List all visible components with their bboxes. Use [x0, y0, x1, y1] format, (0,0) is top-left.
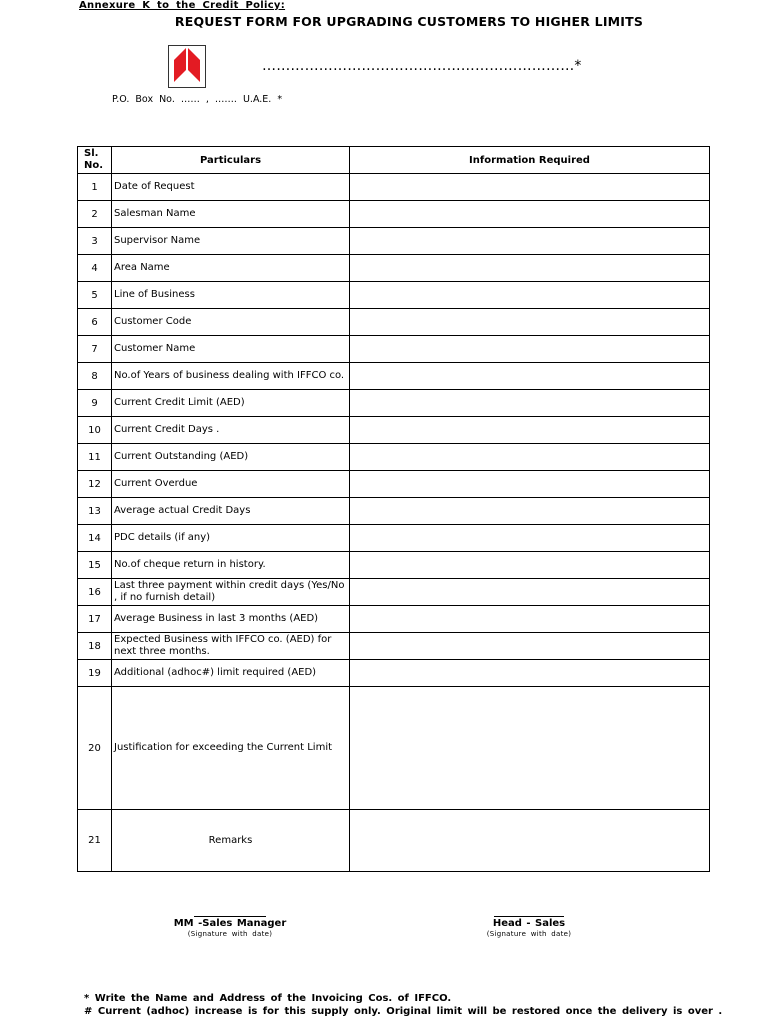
table-row	[78, 687, 710, 810]
row-value-field[interactable]	[350, 579, 710, 606]
row-label: Customer Name	[112, 336, 350, 363]
row-value-field[interactable]	[350, 660, 710, 687]
row-label: Line of Business	[112, 282, 350, 309]
table-row	[78, 336, 710, 363]
row-number: 9	[78, 390, 112, 417]
table-row	[78, 552, 710, 579]
row-label: Date of Request	[112, 174, 350, 201]
signature-title: Head - Sales	[492, 918, 566, 929]
row-number: 14	[78, 525, 112, 552]
row-label: Supervisor Name	[112, 228, 350, 255]
row-label: PDC details (if any)	[112, 525, 350, 552]
table-row	[78, 633, 710, 660]
table-row	[78, 810, 710, 872]
signature-block-sales-manager	[160, 916, 300, 938]
table-row	[78, 471, 710, 498]
row-number: 4	[78, 255, 112, 282]
row-number: 5	[78, 282, 112, 309]
row-label: Salesman Name	[112, 201, 350, 228]
table-row	[78, 390, 710, 417]
row-label: Area Name	[112, 255, 350, 282]
row-number: 2	[78, 201, 112, 228]
row-label: Current Credit Days .	[112, 417, 350, 444]
table-row	[78, 309, 710, 336]
row-number: 10	[78, 417, 112, 444]
row-label: Current Overdue	[112, 471, 350, 498]
row-number: 21	[78, 810, 112, 872]
row-value-field[interactable]	[350, 174, 710, 201]
row-label: Additional (adhoc#) limit required (AED)	[112, 660, 350, 687]
row-number: 8	[78, 363, 112, 390]
row-value-field[interactable]	[350, 336, 710, 363]
request-form-table	[77, 146, 710, 872]
table-row	[78, 660, 710, 687]
row-value-field[interactable]	[350, 309, 710, 336]
table-row	[78, 201, 710, 228]
signature-block-head-sales	[458, 916, 600, 938]
row-value-field[interactable]	[350, 444, 710, 471]
row-value-field[interactable]	[350, 471, 710, 498]
header-sl-no: Sl. No.	[78, 147, 112, 174]
row-label: Customer Code	[112, 309, 350, 336]
signature-note: (Signature with date)	[187, 930, 273, 938]
row-number: 19	[78, 660, 112, 687]
row-number: 16	[78, 579, 112, 606]
row-label: Remarks	[112, 810, 350, 872]
table-row	[78, 417, 710, 444]
row-number: 13	[78, 498, 112, 525]
signature-title: MM -Sales Manager	[173, 918, 287, 929]
row-value-field[interactable]	[350, 255, 710, 282]
row-label: No.of cheque return in history.	[112, 552, 350, 579]
row-label: Expected Business with IFFCO co. (AED) for next three months.	[112, 633, 350, 660]
footnotes	[84, 992, 722, 1018]
row-value-field[interactable]	[350, 552, 710, 579]
row-number: 7	[78, 336, 112, 363]
table-row	[78, 255, 710, 282]
table-row	[78, 363, 710, 390]
row-value-field[interactable]	[350, 810, 710, 872]
row-number: 12	[78, 471, 112, 498]
footnote-hash: # Current (adhoc) increase is for this supply only. Original limit will be restored once the delivery is over .	[84, 1006, 723, 1017]
company-name-blank: …………………………………………………………*	[262, 58, 582, 74]
signature-line	[194, 916, 266, 917]
row-number: 18	[78, 633, 112, 660]
table-header-row	[78, 147, 710, 174]
row-value-field[interactable]	[350, 633, 710, 660]
row-label: No.of Years of business dealing with IFFCO co.	[112, 363, 350, 390]
table-row	[78, 498, 710, 525]
row-value-field[interactable]	[350, 525, 710, 552]
row-label: Average actual Credit Days	[112, 498, 350, 525]
company-logo	[168, 45, 206, 88]
row-number: 15	[78, 552, 112, 579]
signature-note: (Signature with date)	[486, 930, 572, 938]
row-value-field[interactable]	[350, 201, 710, 228]
po-box-line: P.O. Box No. …… , ……. U.A.E. *	[112, 94, 283, 105]
row-label: Last three payment within credit days (Yes/No , if no furnish detail)	[112, 579, 350, 606]
form-title: REQUEST FORM FOR UPGRADING CUSTOMERS TO HIGHER LIMITS	[174, 14, 644, 29]
row-label: Justification for exceeding the Current Limit	[112, 687, 350, 810]
footnote-star: * Write the Name and Address of the Invoicing Cos. of IFFCO.	[84, 993, 452, 1004]
table-row	[78, 525, 710, 552]
row-value-field[interactable]	[350, 498, 710, 525]
row-label: Current Outstanding (AED)	[112, 444, 350, 471]
row-value-field[interactable]	[350, 417, 710, 444]
row-value-field[interactable]	[350, 282, 710, 309]
annexure-heading: Annexure K to the Credit Policy:	[79, 0, 286, 11]
row-label: Average Business in last 3 months (AED)	[112, 606, 350, 633]
header-particulars: Particulars	[112, 147, 350, 174]
row-number: 17	[78, 606, 112, 633]
signature-line	[494, 916, 564, 917]
row-value-field[interactable]	[350, 687, 710, 810]
row-number: 1	[78, 174, 112, 201]
header-information-required: Information Required	[350, 147, 710, 174]
row-value-field[interactable]	[350, 606, 710, 633]
table-row	[78, 228, 710, 255]
row-label: Current Credit Limit (AED)	[112, 390, 350, 417]
row-number: 20	[78, 687, 112, 810]
row-number: 6	[78, 309, 112, 336]
row-number: 3	[78, 228, 112, 255]
table-row	[78, 444, 710, 471]
row-value-field[interactable]	[350, 390, 710, 417]
row-value-field[interactable]	[350, 363, 710, 390]
row-value-field[interactable]	[350, 228, 710, 255]
table-row	[78, 606, 710, 633]
row-number: 11	[78, 444, 112, 471]
table-row	[78, 282, 710, 309]
table-row	[78, 579, 710, 606]
table-row	[78, 174, 710, 201]
